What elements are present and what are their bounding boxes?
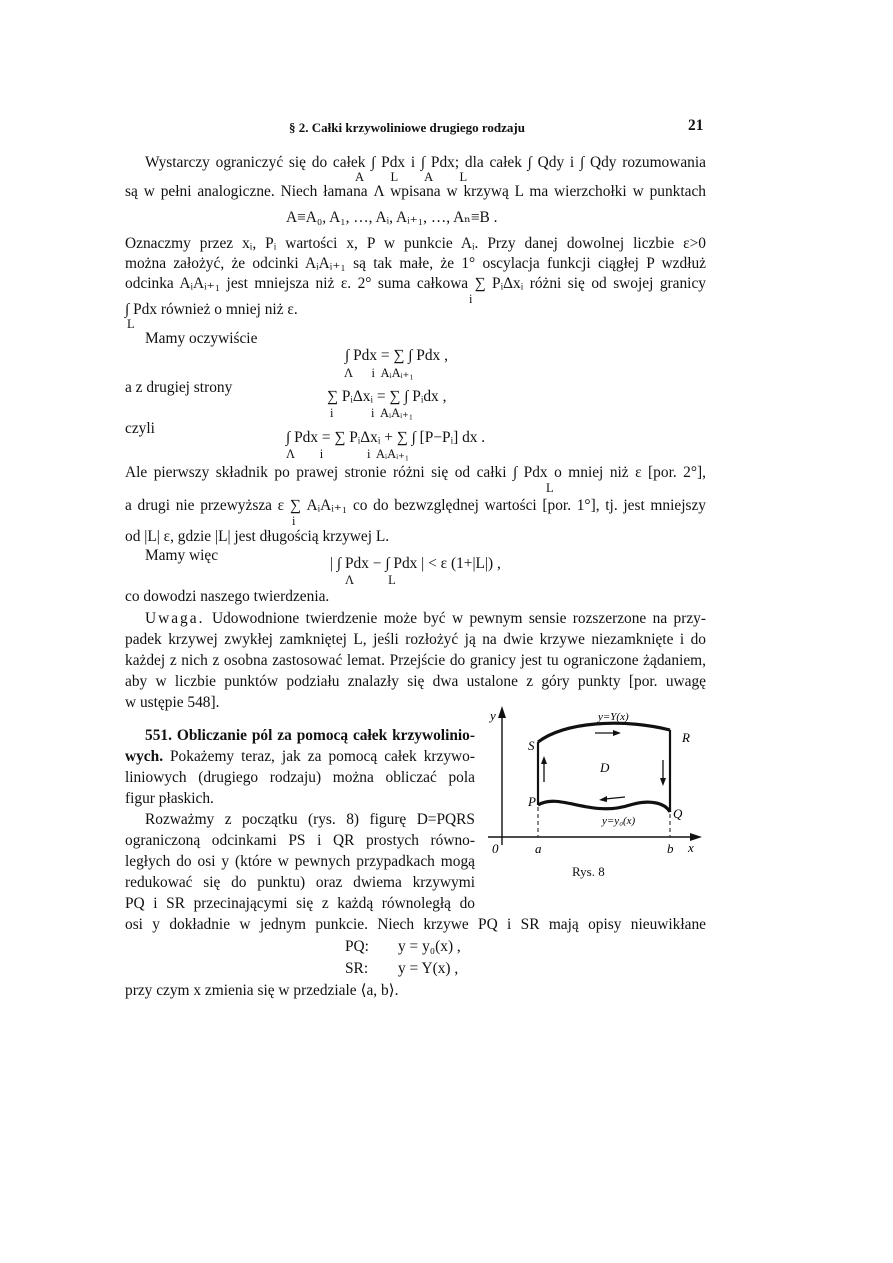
s551-line5: Rozważmy z początku (rys. 8) figurę D=PQRS [145, 811, 475, 828]
uwaga-line5: w ustępie 548]. [125, 694, 220, 711]
eq-sr: y = Y(x) , [398, 960, 459, 977]
p3-line2: a drugi nie przewyższa ε ∑ AᵢAᵢ₊₁ co do bezwzględnej wartości [por. 1°], tj. jest mniejszy [125, 497, 706, 514]
s551-line3: liniowych (drugiego rodzaju) można obliczać pola [125, 769, 475, 786]
s551-line6: ograniczoną odcinkami PS i QR prostych równo- [125, 832, 475, 849]
p1-line1: Wystarczy ograniczyć się do całek ∫ Pdx i ∫ Pdx; dla całek ∫ Qdy i ∫ Qdy rozumowania [145, 154, 706, 171]
p2-line3-sub: i [469, 292, 473, 306]
arrow-left-head [541, 756, 547, 764]
uwaga-line1: Udowodnione twierdzenie może być w pewnym sensie rozszerzone na przy- [212, 610, 706, 627]
label-czyli: czyli [125, 420, 155, 437]
equation-4-limits: Λ L [345, 573, 396, 587]
p2-line1: Oznaczmy przez xᵢ, Pᵢ wartości x, P w punkcie Aᵢ. Przy danej dowolnej liczbie ε>0 [125, 235, 706, 252]
p1-line2: są w pełni analogiczne. Niech łamana Λ wpisana w krzywą L ma wierzchołki w punktach [125, 183, 706, 200]
label-Q: Q [673, 806, 683, 821]
p2-line4: ∫ Pdx również o mniej niż ε. [125, 301, 298, 318]
p3-line3: od |L| ε, gdzie |L| jest długością krzywej L. [125, 528, 390, 545]
uwaga-line2: padek krzywej zwykłej zamkniętej L, jeśli rozłożyć ją na dwie krzywe niezamknięte i do [125, 631, 706, 648]
equation-1: ∫ Pdx = ∑ ∫ Pdx , [345, 347, 448, 364]
equation-2-limits: i i AᵢAᵢ₊₁ [330, 406, 414, 420]
s551-line1-rest: Pokażemy teraz, jak za pomocą całek krzywo- [170, 748, 475, 765]
s551-line4: figur płaskich. [125, 790, 214, 807]
s551-line8: redukować się do punktu) oraz dwiema krzywymi [125, 874, 475, 891]
label-x-axis: x [688, 840, 694, 855]
equation-2: ∑ PᵢΔxᵢ = ∑ ∫ Pᵢdx , [327, 388, 447, 405]
arrow-right-head [660, 778, 666, 786]
mamy-oczywiscie: Mamy oczywiście [145, 330, 258, 347]
mamy-wiec: Mamy więc [145, 547, 219, 564]
curve-PQ [538, 801, 670, 812]
uwaga-label: Uwaga. [145, 610, 205, 627]
label-R: R [682, 730, 690, 745]
equation-4: | ∫ Pdx − ∫ Pdx | < ε (1+|L|) , [330, 555, 501, 572]
p3-line2-sub: i [292, 514, 296, 528]
p3-line1: Ale pierwszy składnik po prawej stronie różni się od całki ∫ Pdx o mniej niż ε [por. 2°], [125, 464, 706, 481]
label-top-curve: y=Y(x) [598, 711, 629, 723]
s551-line7: ległych do osi y (które w pewnych przypadkach mogą [125, 853, 475, 870]
label-S: S [528, 738, 535, 753]
p1-line1-limits: A L A L [355, 170, 468, 184]
label-bottom-curve: y=y₀(x) [602, 815, 636, 827]
equation-3: ∫ Pdx = ∑ PᵢΔxᵢ + ∑ ∫ [P−Pᵢ] dx . [286, 429, 486, 446]
label-b: b [667, 841, 674, 856]
label-a-z-drugiej: a z drugiej strony [125, 379, 233, 396]
p3-line1-sub: L [546, 481, 554, 495]
section-551-title-2: wych. [125, 748, 164, 765]
label-a: a [535, 841, 542, 856]
eq-pq: y = y₀(x) , [398, 938, 461, 955]
label-P: P [528, 794, 536, 809]
arrow-bottom-head [599, 796, 607, 802]
p4: co dowodzi naszego twierdzenia. [125, 588, 330, 605]
s551-line10: osi y dokładnie w jednym punkcie. Niech krzywe PQ i SR mają opisy nieuwikłane [125, 916, 706, 933]
s551-line9: PQ i SR przecinającymi się z każdą równoległą do [125, 895, 475, 912]
running-header: § 2. Całki krzywoliniowe drugiego rodzaju [289, 120, 525, 135]
arrow-top-head [613, 730, 621, 736]
arrow-bottom [605, 797, 625, 799]
page-number: 21 [688, 117, 704, 134]
eq-sr-label: SR: [345, 960, 369, 977]
last-line: przy czym x zmienia się w przedziale ⟨a, b⟩. [125, 982, 399, 999]
uwaga-line3: każdej z nich z osobna zastosować lemat. Przejście do granicy jest tu ograniczone żądaniem, [125, 652, 706, 669]
uwaga-line4: aby w liczbie punktów podziału znalazły się dwa ustalone z góry punkty [por. uwagę [125, 673, 706, 690]
section-551-title-1: 551. Obliczanie pól za pomocą całek krzywolinio- [145, 727, 475, 744]
p2-line3: odcinka AᵢAᵢ₊₁ jest mniejsza niż ε. 2° suma całkowa ∑ PᵢΔxᵢ różni się od swojej granicy [125, 275, 706, 292]
equation-3-limits: Λ i i AᵢAᵢ₊₁ [286, 447, 410, 461]
figure-caption: Rys. 8 [572, 864, 605, 879]
p2-line4-sub: L [127, 317, 135, 331]
y-axis-arrow [498, 706, 506, 718]
eq-pq-label: PQ: [345, 938, 369, 955]
label-origin: 0 [492, 841, 499, 856]
p2-line2: można założyć, że odcinki AᵢAᵢ₊₁ są tak małe, że 1° oscylacja funkcji ciągłej P wzdłuż [125, 255, 706, 272]
label-y-axis: y [490, 708, 496, 723]
equation-1-limits: Λ i AᵢAᵢ₊₁ [344, 366, 414, 380]
eq-vertices: A≡A₀, A₁, …, Aᵢ, Aᵢ₊₁, …, Aₙ≡B . [286, 209, 498, 226]
label-D: D [600, 760, 610, 775]
